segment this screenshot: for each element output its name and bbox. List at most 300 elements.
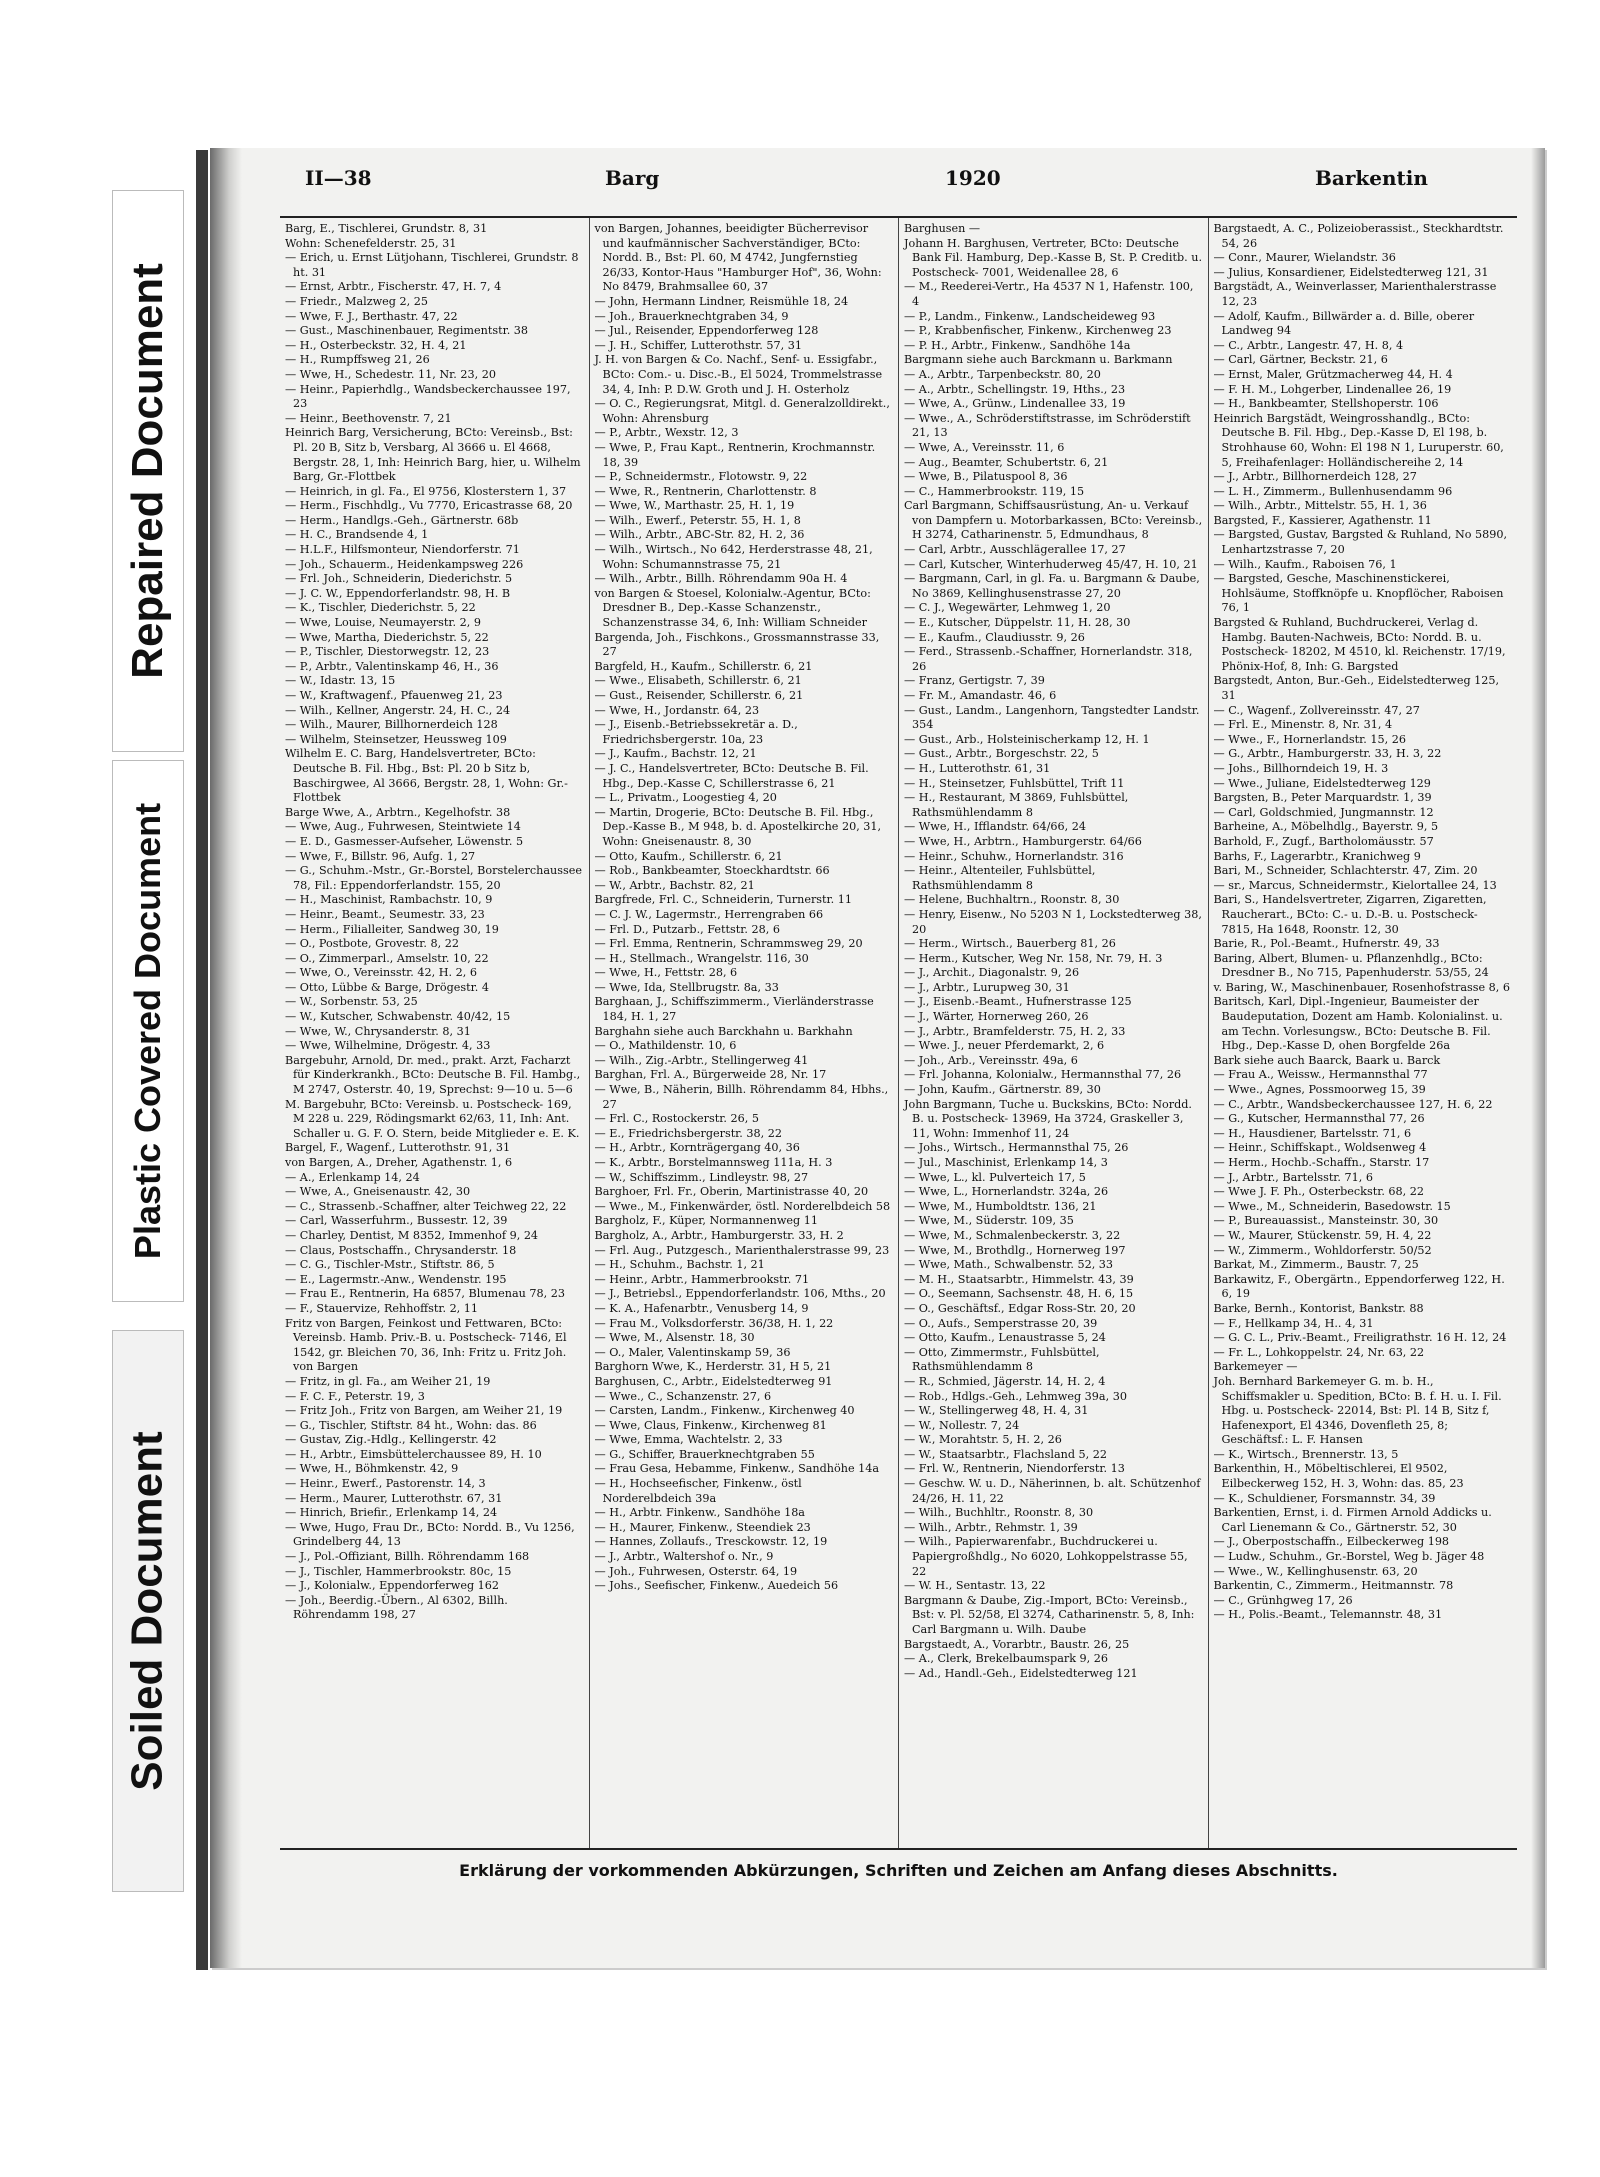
directory-entry: — Wwe, B., Näherin, Billh. Röhrendamm 84, Hbhs., 27 [594, 1083, 889, 1111]
directory-entry: John Bargmann, Tuche u. Buckskins, BCto: Nordd. B. u. Postscheck- 13969, Ha 3724, Graskeller 3, 11, Wohn: Immenhof 11, 24 [904, 1097, 1192, 1140]
directory-entry: — W., Staatsarbtr., Flachsland 5, 22 [904, 1447, 1108, 1461]
directory-entry: — H., Polis.-Beamt., Telemannstr. 48, 31 [1213, 1608, 1443, 1622]
directory-entry: — Wwe. J., neuer Pferdemarkt, 2, 6 [904, 1039, 1105, 1053]
directory-entry: Johann H. Barghusen, Vertreter, BCto: Deutsche Bank Fil. Hamburg, Dep.-Kasse B, St. P. Creditb. u. Postscheck- 7001, Weidenallee 28, 6 [904, 236, 1203, 279]
directory-entry: — Wwe, Martha, Diederichstr. 5, 22 [285, 630, 489, 644]
directory-entry: — G., Kutscher, Hermannsthal 77, 26 [1213, 1112, 1425, 1126]
directory-entry: — Gust., Arbtr., Borgeschstr. 22, 5 [904, 747, 1099, 761]
directory-entry: — Wwe, H., Ifflandstr. 64/66, 24 [904, 820, 1087, 834]
directory-entry: — O., Geschäftsf., Edgar Ross-Str. 20, 20 [904, 1301, 1136, 1315]
directory-entry: — Conr., Maurer, Wielandstr. 36 [1213, 251, 1396, 265]
directory-entry: — C., Grünhgweg 17, 26 [1213, 1593, 1353, 1607]
directory-entry: Barghorn Wwe, K., Herderstr. 31, H 5, 21 [594, 1360, 832, 1374]
directory-entry: — Jul., Reisender, Eppendorferweg 128 [594, 324, 819, 338]
directory-entry: — G., Schuhm.-Mstr., Gr.-Borstel, Borstelerchaussee 78, Fil.: Eppendorferlandstr. 155, 20 [285, 864, 582, 892]
directory-entry: — C., Arbtr., Langestr. 47, H. 8, 4 [1213, 338, 1404, 352]
directory-entry: — J., Kolonialw., Eppendorferweg 162 [285, 1579, 500, 1593]
directory-entry: — P., Arbtr., Valentinskamp 46, H., 36 [285, 659, 499, 673]
directory-entry: — Wwe, W., Marthastr. 25, H. 1, 19 [594, 499, 795, 513]
directory-entry: Barkentin, C., Zimmerm., Heitmannstr. 78 [1213, 1579, 1454, 1593]
directory-entry: — Wilh., Kellner, Angerstr. 24, H. C., 24 [285, 703, 511, 717]
directory-entry: — Wilh., Arbtr., ABC-Str. 82, H. 2, 36 [594, 528, 805, 542]
directory-entry: — Wwe, H., Böhmkenstr. 42, 9 [285, 1462, 459, 1476]
directory-entry: — Joh., Beerdig.-Übern., Al 6302, Billh. Röhrendamm 198, 27 [285, 1593, 508, 1622]
directory-entry: — H., Stellmach., Wrangelstr. 116, 30 [594, 951, 809, 965]
directory-entry: — P., Tischler, Diestorwegstr. 12, 23 [285, 645, 490, 659]
directory-entry: — Fritz, in gl. Fa., am Weiher 21, 19 [285, 1374, 491, 1388]
directory-entry: — G. C. L., Priv.-Beamt., Freiligrathstr. 16 H. 12, 24 [1213, 1331, 1507, 1345]
directory-entry: — H., Osterbeckstr. 32, H. 4, 21 [285, 338, 467, 352]
directory-entry: — C., Wagenf., Zollvereinsstr. 47, 27 [1213, 703, 1420, 717]
directory-entry: Barkentien, Ernst, i. d. Firmen Arnold Addicks u. Carl Lienemann & Co., Gärtnerstr. 52, 30 [1213, 1506, 1492, 1534]
directory-entry: — Wwe J. F. Ph., Osterbeckstr. 68, 22 [1213, 1185, 1425, 1199]
directory-entry: — P., Bureauassist., Mansteinstr. 30, 30 [1213, 1214, 1439, 1228]
directory-entry: — P., Landm., Finkenw., Landscheideweg 93 [904, 309, 1156, 323]
plastic-covered-document-label: Plastic Covered Document [127, 802, 169, 1260]
directory-entry: — Wwe, Wilhelmine, Drögestr. 4, 33 [285, 1039, 491, 1053]
directory-entry: — Carsten, Landm., Finkenw., Kirchenweg 40 [594, 1404, 855, 1418]
directory-entry: — Carl, Goldschmied, Jungmannstr. 12 [1213, 805, 1434, 819]
directory-entry: — G., Arbtr., Hamburgerstr. 33, H. 3, 22 [1213, 747, 1442, 761]
directory-entry: — L., Privatm., Loogestieg 4, 20 [594, 791, 777, 805]
directory-entry: — J., Eisenb.-Beamt., Hufnerstrasse 125 [904, 995, 1132, 1009]
directory-entry: — Joh., Brauerknechtgraben 34, 9 [594, 309, 789, 323]
directory-entry: — Bargsted, Gesche, Maschinenstickerei, Hohlsäume, Stoffknöpfe u. Knopflöcher, Raboisen 76, 1 [1213, 572, 1504, 615]
directory-entry: — R., Schmied, Jägerstr. 14, H. 2, 4 [904, 1374, 1106, 1388]
directory-entry: Barkat, M., Zimmerm., Baustr. 7, 25 [1213, 1258, 1419, 1272]
directory-entry: Wilhelm E. C. Barg, Handelsvertreter, BCto: Deutsche B. Fil. Hbg., Bst: Pl. 20 b Sitz b, Baschirgwee, Al 3666, Bergstr. 28, 1, Wohn: Gr.-Flottbek [285, 747, 568, 805]
directory-entry: Bari, M., Schneider, Schlachterstr. 47, Zim. 20 [1213, 864, 1478, 878]
directory-entry: — W., Morahtstr. 5, H. 2, 26 [904, 1433, 1062, 1447]
directory-entry: — Herm., Wirtsch., Bauerberg 81, 26 [904, 937, 1116, 951]
directory-entry: Bargsten, B., Peter Marquardstr. 1, 39 [1213, 791, 1432, 805]
directory-entry: Joh. Bernhard Barkemeyer G. m. b. H., Schiffsmakler u. Spedition, BCto: B. f. H. u. I. Fil. Hbg. u. Postscheck- 22014, Bst: Pl. 14 B, Sitz f, Hafenexport, El 4346, Dovenfleth 25, 8; Geschäftsf.: L. F. Hansen [1213, 1374, 1502, 1447]
directory-entry: — Wwe, Math., Schwalbenstr. 52, 33 [904, 1258, 1114, 1272]
directory-entry: — Geschw. W. u. D., Näherinnen, b. alt. Schützenhof 24/26, H. 11, 22 [904, 1477, 1201, 1505]
directory-entry: — Heinr., Beamt., Seumestr. 33, 23 [285, 907, 485, 921]
directory-entry: — C., Strassenb.-Schaffner, alter Teichweg 22, 22 [285, 1199, 567, 1213]
directory-entry: — W., Schiffszimm., Lindleystr. 98, 27 [594, 1170, 809, 1184]
directory-entry: — Wilh., Arbtr., Billh. Röhrendamm 90a H. 4 [594, 572, 848, 586]
directory-entry: — Gust., Landm., Langenhorn, Tangstedter Landstr. 354 [904, 703, 1200, 732]
directory-entry: — P., Arbtr., Wexstr. 12, 3 [594, 426, 739, 440]
directory-entry: — J., Arbtr., Billhornerdeich 128, 27 [1213, 470, 1417, 484]
directory-entry: — Wwe, M., Humboldtstr. 136, 21 [904, 1199, 1097, 1213]
directory-entry: Baring, Albert, Blumen- u. Pflanzenhdlg., BCto: Dresdner B., No 715, Papenhuderstr. 53/55, 24 [1213, 951, 1489, 980]
directory-entry: — Wwe., M., Finkenwärder, östl. Norderelbdeich 58 [594, 1199, 891, 1213]
directory-entry: v. Baring, W., Maschinenbauer, Rosenhofstrasse 8, 6 [1213, 980, 1511, 994]
directory-entry: — Hannes, Zollaufs., Tresckowstr. 12, 19 [594, 1535, 828, 1549]
directory-entry: — Otto, Lübbe & Barge, Drögestr. 4 [285, 980, 489, 994]
directory-entry: — Joh., Fuhrwesen, Osterstr. 64, 19 [594, 1564, 798, 1578]
directory-entry: von Bargen & Stoesel, Kolonialw.-Agentur, BCto: Dresdner B., Dep.-Kasse Schanzenstr., Schanzenstrasse 34, 6, Inh: William Schneider [594, 586, 871, 630]
directory-entry: — Wwe, M., Schmalenbeckerstr. 3, 22 [904, 1228, 1121, 1242]
directory-entry: — Wwe, A., Gneisenaustr. 42, 30 [285, 1185, 471, 1199]
directory-entry: — Bargmann, Carl, in gl. Fa. u. Bargmann & Daube, No 3869, Kellinghusenstrasse 27, 20 [904, 572, 1200, 600]
directory-entry: — Wwe, M., Brothdlg., Hornerweg 197 [904, 1243, 1126, 1257]
directory-entry: von Bargen, A., Dreher, Agathenstr. 1, 6 [285, 1156, 513, 1169]
directory-entry: — Joh., Arb., Vereinsstr. 49a, 6 [904, 1053, 1078, 1067]
directory-entry: Barheine, A., Möbelhdlg., Bayerstr. 9, 5 [1213, 820, 1439, 834]
directory-entry: Bargstaedt, A., Vorarbtr., Baustr. 26, 25 [904, 1637, 1130, 1651]
directory-entry: Barghusen — [904, 222, 981, 235]
directory-entry: — Wwe, F., Billstr. 96, Aufg. 1, 27 [285, 849, 476, 863]
directory-entry: — Friedr., Malzweg 2, 25 [285, 294, 428, 308]
directory-entry: — Rob., Bankbeamter, Stoeckhardtstr. 66 [594, 864, 830, 878]
directory-entry: — Gust., Reisender, Schillerstr. 6, 21 [594, 689, 804, 702]
directory-entry: Bargenda, Joh., Fischkons., Grossmannstrasse 33, 27 [594, 630, 880, 659]
directory-entry: Barghaan, J., Schiffszimmerm., Vierländerstrasse 184, H. 1, 27 [594, 995, 874, 1024]
directory-entry: — H., Maurer, Finkenw., Steendiek 23 [594, 1520, 811, 1534]
directory-entry: — John, Kaufm., Gärtnerstr. 89, 30 [904, 1083, 1101, 1097]
directory-entry: — Helene, Buchhaltrn., Roonstr. 8, 30 [904, 893, 1120, 907]
directory-entry: Bargfeld, H., Kaufm., Schillerstr. 6, 21 [594, 659, 813, 673]
directory-entry: — Herm., Handlgs.-Geh., Gärtnerstr. 68b [285, 513, 519, 527]
directory-entry: — K., Arbtr., Borstelmannsweg 111a, H. 3 [594, 1156, 833, 1169]
directory-entry: — Herm., Maurer, Lutterothstr. 67, 31 [285, 1491, 503, 1505]
directory-entry: — Erich, u. Ernst Lütjohann, Tischlerei, Grundstr. 8 ht. 31 [285, 251, 579, 279]
directory-entry: — John, Hermann Lindner, Reismühle 18, 24 [594, 294, 849, 308]
directory-entry: — Wwe, M., Süderstr. 109, 35 [904, 1214, 1074, 1228]
page-gutter-shadow [210, 148, 242, 1968]
directory-entry: — Wwe., Agnes, Possmoorweg 15, 39 [1213, 1083, 1426, 1097]
directory-entry: — Frl. W., Rentnerin, Niendorferstr. 13 [904, 1462, 1125, 1476]
directory-entry: — Wwe, A., Vereinsstr. 11, 6 [904, 440, 1065, 454]
directory-entry: — Wilh., Wirtsch., No 642, Herderstrasse 48, 21, Wohn: Schumannstrasse 75, 21 [594, 543, 873, 571]
directory-entry: — Gust., Arb., Holsteinischerkamp 12, H. 1 [904, 732, 1150, 746]
directory-entry: — W. H., Sentastr. 13, 22 [904, 1579, 1046, 1593]
directory-entry: — H., Arbtr., Kornträgergang 40, 36 [594, 1141, 800, 1155]
directory-entry: — Wwe, H., Jordanstr. 64, 23 [594, 703, 760, 717]
directory-entry: — K., Schuldiener, Forsmannstr. 34, 39 [1213, 1491, 1436, 1505]
directory-entry: — J., Arbtr., Lurupweg 30, 31 [904, 980, 1070, 994]
directory-entry: Bargholz, F., Küper, Normannenweg 11 [594, 1214, 818, 1228]
directory-entry: — Wwe, Ida, Stellbrugstr. 8a, 33 [594, 980, 779, 994]
header-year: 1920 [945, 166, 1001, 190]
directory-entry: — H., Schuhm., Bachstr. 1, 21 [594, 1258, 765, 1272]
directory-entry: — J., Arbtr., Bartelsstr. 71, 6 [1213, 1170, 1374, 1184]
directory-entry: — Carl, Wasserfuhrm., Bussestr. 12, 39 [285, 1214, 508, 1228]
directory-entry: — E., Lagermstr.-Anw., Wendenstr. 195 [285, 1272, 507, 1286]
directory-entry: — C., Hammerbrookstr. 119, 15 [904, 484, 1085, 498]
directory-columns [280, 216, 1517, 1850]
directory-entry: — H., Restaurant, M 3869, Fuhlsbüttel, Rathsmühlendamm 8 [904, 791, 1129, 819]
directory-entry: Bargel, F., Wagenf., Lutterothstr. 91, 31 [285, 1141, 511, 1155]
directory-entry: — Wwe, A., Grünw., Lindenallee 33, 19 [904, 397, 1126, 411]
directory-entry: — Wwe., Juliane, Eidelstedterweg 129 [1213, 776, 1431, 790]
directory-entry: — Herm., Kutscher, Weg Nr. 158, Nr. 79, H. 3 [904, 951, 1163, 965]
directory-entry: — W., Kraftwagenf., Pfauenweg 21, 23 [285, 689, 503, 702]
directory-entry: — Herm., Filialleiter, Sandweg 30, 19 [285, 922, 499, 936]
directory-entry: — Frl. E., Minenstr. 8, Nr. 31, 4 [1213, 718, 1393, 732]
directory-entry: Heinrich Bargstädt, Weingrosshandlg., BCto: Deutsche B. Fil. Hbg., Dep.-Kasse D, El 198, b. Strohhause 60, Wohn: El 198 N 1, Luruperstr. 60, 5, Freihafenlager: Holländischereihe 2, 14 [1213, 411, 1504, 469]
directory-column [898, 218, 1208, 1848]
plastic-covered-document-tab [112, 760, 184, 1302]
directory-entry: — G., Schiffer, Brauerknechtgraben 55 [594, 1447, 815, 1461]
directory-entry: — Frau Gesa, Hebamme, Finkenw., Sandhöhe 14a [594, 1462, 880, 1476]
directory-entry: — Fritz Joh., Fritz von Bargen, am Weiher 21, 19 [285, 1404, 563, 1418]
directory-entry: Bargstaedt, A. C., Polizeioberassist., Steckhardtstr. 54, 26 [1213, 222, 1504, 250]
directory-entry: — F. H. M., Lohgerber, Lindenallee 26, 19 [1213, 382, 1452, 396]
directory-entry: — Heinr., Ewerf., Pastorenstr. 14, 3 [285, 1477, 486, 1491]
directory-page [210, 148, 1545, 1968]
directory-entry: — Heinr., Schiffskapt., Woldsenweg 4 [1213, 1141, 1427, 1155]
page-header [305, 166, 1505, 206]
directory-entry: — Carl, Arbtr., Ausschlägerallee 17, 27 [904, 543, 1126, 557]
directory-entry: Barge Wwe, A., Arbtrn., Kegelhofstr. 38 [285, 805, 511, 819]
directory-entry: — Frl. D., Putzarb., Fettstr. 28, 6 [594, 922, 780, 936]
directory-entry: — K. A., Hafenarbtr., Venusberg 14, 9 [594, 1301, 809, 1315]
directory-entry: — Wwe, M., Alsenstr. 18, 30 [594, 1331, 755, 1345]
directory-entry: Fritz von Bargen, Feinkost und Fettwaren, BCto: Vereinsb. Hamb. Priv.-B. u. Postscheck- 7146, El 1542, gr. Bleichen 70, 36, Inh: Fritz u. Fritz Joh. von Bargen [285, 1316, 567, 1374]
directory-entry: — Wilh., Papierwarenfabr., Buchdruckerei u. Papiergroßhdlg., No 6020, Lohkoppelstrasse 55, 22 [904, 1535, 1188, 1578]
directory-entry: — H., Hausdiener, Bartelsstr. 71, 6 [1213, 1126, 1412, 1140]
directory-entry: — H., Steinsetzer, Fuhlsbüttel, Trift 11 [904, 776, 1125, 790]
directory-entry: — Bargsted, Gustav, Bargsted & Ruhland, No 5890, Lenhartzstrasse 7, 20 [1213, 528, 1508, 557]
directory-entry: — Frl. Joh., Schneiderin, Diederichstr. 5 [285, 572, 513, 586]
directory-entry: Barghusen, C., Arbtr., Eidelstedterweg 91 [594, 1374, 833, 1388]
directory-entry: — Julius, Konsardiener, Eidelstedterweg 121, 31 [1213, 265, 1489, 279]
directory-entry: Barhs, F., Lagerarbtr., Kranichweg 9 [1213, 849, 1421, 863]
directory-entry: — J. H., Schiffer, Lutterothstr. 57, 31 [594, 338, 802, 352]
directory-entry: — W., Zimmerm., Wohldorferstr. 50/52 [1213, 1243, 1432, 1257]
directory-entry: — Wwe, L., Hornerlandstr. 324a, 26 [904, 1185, 1109, 1199]
directory-entry: — Frl. Emma, Rentnerin, Schrammsweg 29, 20 [594, 937, 863, 951]
page-number: II—38 [305, 166, 372, 190]
directory-entry: — Aug., Beamter, Schubertstr. 6, 21 [904, 455, 1109, 469]
directory-entry: — Wwe., F., Hornerlandstr. 15, 26 [1213, 732, 1406, 746]
directory-entry: — Wwe, P., Frau Kapt., Rentnerin, Krochmannstr. 18, 39 [594, 440, 876, 469]
directory-entry: — O., Aufs., Semperstrasse 20, 39 [904, 1316, 1098, 1330]
directory-entry: Wohn: Schenefelderstr. 25, 31 [285, 236, 457, 250]
directory-entry: — Wwe, Claus, Finkenw., Kirchenweg 81 [594, 1418, 827, 1432]
directory-entry: — H., Maschinist, Rambachstr. 10, 9 [285, 893, 493, 907]
directory-entry: — Claus, Postschaffn., Chrysanderstr. 18 [285, 1243, 517, 1257]
directory-entry: — Gustav, Zig.-Hdlg., Kellingerstr. 42 [285, 1433, 497, 1447]
directory-entry: — Otto, Kaufm., Lenaustrasse 5, 24 [904, 1331, 1106, 1345]
directory-entry: — Rob., Hdlgs.-Geh., Lehmweg 39a, 30 [904, 1389, 1127, 1403]
directory-entry: — Frl. Aug., Putzgesch., Marienthalerstrasse 99, 23 [594, 1243, 890, 1257]
directory-entry: — C. J. W., Lagermstr., Herrengraben 66 [594, 907, 824, 921]
directory-entry: — E., Kaufm., Claudiusstr. 9, 26 [904, 630, 1085, 644]
directory-entry: — M. H., Staatsarbtr., Himmelstr. 43, 39 [904, 1272, 1134, 1286]
directory-entry: — O., Postbote, Grovestr. 8, 22 [285, 937, 459, 951]
directory-entry: — W., Kutscher, Schwabenstr. 40/42, 15 [285, 1010, 511, 1024]
directory-entry: — A., Arbtr., Tarpenbeckstr. 80, 20 [904, 367, 1101, 381]
directory-column [1208, 218, 1518, 1848]
directory-entry: Bargstedt, Anton, Bur.-Geh., Eidelstedterweg 125, 31 [1213, 674, 1500, 702]
directory-entry: Bargfrede, Frl. C., Schneiderin, Turnerstr. 11 [594, 893, 852, 907]
directory-entry: — P. H., Arbtr., Finkenw., Sandhöhe 14a [904, 338, 1131, 352]
directory-entry: — Fr. M., Amandastr. 46, 6 [904, 689, 1057, 702]
directory-entry: Bargmann siehe auch Barckmann u. Barkmann [904, 353, 1173, 367]
directory-entry: — J., Pol.-Offiziant, Billh. Röhrendamm 168 [285, 1550, 530, 1564]
directory-entry: — Wwe, W., Chrysanderstr. 8, 31 [285, 1024, 471, 1038]
directory-entry: — Wilh., Buchhltr., Roonstr. 8, 30 [904, 1506, 1094, 1520]
directory-entry: — Hinrich, Briefir., Erlenkamp 14, 24 [285, 1506, 498, 1520]
directory-entry: — Carl, Kutscher, Winterhuderweg 45/47, H. 10, 21 [904, 557, 1198, 571]
directory-entry: — Wilh., Arbtr., Rehmstr. 1, 39 [904, 1520, 1078, 1534]
directory-entry: — Wilh., Maurer, Billhornerdeich 128 [285, 718, 498, 732]
directory-entry: Bargebuhr, Arnold, Dr. med., prakt. Arzt, Facharzt für Kinderkrankh., BCto: Deutsche B. Fil. Hambg., M 2747, Osterstr. 40, 19, Sprechst: 9—10 u. 5—6 [285, 1053, 581, 1097]
directory-entry: — W., Arbtr., Bachstr. 82, 21 [594, 878, 755, 892]
directory-entry: — Ernst, Maler, Grützmacherweg 44, H. 4 [1213, 367, 1453, 381]
directory-entry: Carl Bargmann, Schiffsausrüstung, An- u. Verkauf von Dampfern u. Motorbarkassen, BCto: Vereinsb., H 3274, Catharinenstr. 5, Edmundhaus, 8 [904, 499, 1203, 542]
directory-entry: Barkawitz, F., Obergärtn., Eppendorferweg 122, H. 6, 19 [1213, 1272, 1505, 1301]
directory-entry: M. Bargebuhr, BCto: Vereinsb. u. Postscheck- 169, M 228 u. 229, Rödingsmarkt 62/63, 11, Inh: Ant. Schaller u. G. F. O. Stern, beide Mitglieder e. E. K. [285, 1097, 580, 1140]
directory-entry: — Wilh., Arbtr., Mittelstr. 55, H. 1, 36 [1213, 499, 1427, 513]
directory-entry: — Frau A., Weissw., Hermannsthal 77 [1213, 1068, 1428, 1082]
header-last-entry: Barkentin [1315, 166, 1428, 190]
directory-entry: — W., Idastr. 13, 15 [285, 674, 396, 688]
directory-entry: — Wwe, L., kl. Pulverteich 17, 5 [904, 1170, 1086, 1184]
directory-entry: — W., Maurer, Stückenstr. 59, H. 4, 22 [1213, 1228, 1432, 1242]
directory-entry: — Martin, Drogerie, BCto: Deutsche B. Fil. Hbg., Dep.-Kasse B., M 948, b. d. Apostelkirche 20, 31, Wohn: Gneisenaustr. 8, 30 [594, 805, 882, 848]
directory-entry: — Ad., Handl.-Geh., Eidelstedterweg 121 [904, 1666, 1138, 1680]
directory-entry: — Wwe., Elisabeth, Schillerstr. 6, 21 [594, 674, 802, 688]
directory-entry: — Wwe., C., Schanzenstr. 27, 6 [594, 1389, 772, 1403]
soiled-document-tab [112, 1330, 184, 1892]
directory-entry: — Heinr., Beethovenstr. 7, 21 [285, 411, 452, 425]
directory-entry: — Fr. L., Lohkoppelstr. 24, Nr. 63, 22 [1213, 1345, 1425, 1359]
directory-entry: — Frau E., Rentnerin, Ha 6857, Blumenau 78, 23 [285, 1287, 565, 1301]
soiled-document-label: Soiled Document [123, 1431, 172, 1791]
directory-entry: — J., Tischler, Hammerbrookstr. 80c, 15 [285, 1564, 512, 1578]
repaired-document-tab [112, 190, 184, 752]
directory-entry: — Wwe, Louise, Neumayerstr. 2, 9 [285, 616, 481, 630]
directory-entry: — J., Arbtr., Bramfelderstr. 75, H. 2, 33 [904, 1024, 1126, 1038]
directory-entry: — P., Schneidermstr., Flotowstr. 9, 22 [594, 470, 808, 484]
directory-entry: — J. C., Handelsvertreter, BCto: Deutsche B. Fil. Hbg., Dep.-Kasse C, Schillerstrasse 6, 21 [594, 761, 869, 790]
directory-entry: — Heinr., Papierhdlg., Wandsbeckerchaussee 197, 23 [285, 382, 571, 411]
directory-entry: Barke, Bernh., Kontorist, Bankstr. 88 [1213, 1301, 1424, 1315]
directory-column [589, 218, 899, 1848]
directory-entry: — Wwe, Emma, Wachtelstr. 2, 33 [594, 1433, 783, 1447]
directory-entry: — Johs., Billhorndeich 19, H. 3 [1213, 761, 1389, 775]
directory-entry: Barkemeyer — [1213, 1360, 1298, 1374]
directory-entry: — Wwe, H., Schedestr. 11, Nr. 23, 20 [285, 367, 496, 381]
directory-entry: — Frl. C., Rostockerstr. 26, 5 [594, 1112, 759, 1126]
directory-entry: — H. C., Brandsende 4, 1 [285, 528, 429, 542]
directory-entry: — G., Tischler, Stiftstr. 84 ht., Wohn: das. 86 [285, 1418, 537, 1432]
directory-entry: — Ernst, Arbtr., Fischerstr. 47, H. 7, 4 [285, 280, 502, 294]
directory-entry: — E., Kutscher, Düppelstr. 11, H. 28, 30 [904, 616, 1131, 630]
directory-entry: — Wwe, Hugo, Frau Dr., BCto: Nordd. B., Vu 1256, Grindelberg 44, 13 [285, 1520, 575, 1549]
directory-entry: — Heinrich, in gl. Fa., El 9756, Klosterstern 1, 37 [285, 484, 567, 498]
directory-entry: — A., Arbtr., Schellingstr. 19, Hths., 23 [904, 382, 1126, 396]
directory-entry: — Wwe, F. J., Berthastr. 47, 22 [285, 309, 458, 323]
directory-entry: — O., Maler, Valentinskamp 59, 36 [594, 1345, 791, 1359]
directory-entry: Baritsch, Karl, Dipl.-Ingenieur, Baumeister der Baudeputation, Dozent am Hamb. Kolonialinst. u. am Techn. Vorlesungsw., BCto: Deutsche B. Fil. Hbg., Dep.-Kasse D, ohen Borgfelde 26a [1213, 995, 1503, 1053]
directory-entry: — J., Oberpostschaffn., Eilbeckerweg 198 [1213, 1535, 1450, 1549]
directory-entry: — Ludw., Schuhm., Gr.-Borstel, Weg b. Jäger 48 [1213, 1550, 1485, 1564]
directory-entry: — Franz, Gertigstr. 7, 39 [904, 674, 1045, 688]
directory-entry: Barg, E., Tischlerei, Grundstr. 8, 31 [285, 222, 488, 235]
directory-entry: — Joh., Schauerm., Heidenkampsweg 226 [285, 557, 524, 571]
directory-entry: — sr., Marcus, Schneidermstr., Kielortallee 24, 13 [1213, 878, 1497, 892]
directory-entry: — F., Hellkamp 34, H.. 4, 31 [1213, 1316, 1374, 1330]
directory-entry: Bargsted, F., Kassierer, Agathenstr. 11 [1213, 513, 1432, 527]
directory-entry: Barghahn siehe auch Barckhahn u. Barkhahn [594, 1024, 853, 1038]
directory-entry: — Wwe., M., Schneiderin, Basedowstr. 15 [1213, 1199, 1451, 1213]
directory-entry: — Wwe., W., Kellinghusenstr. 63, 20 [1213, 1564, 1418, 1578]
directory-entry: — J., Archit., Diagonalstr. 9, 26 [904, 966, 1080, 980]
page-edge-shadow [1531, 148, 1545, 1968]
directory-entry: — Wwe, O., Vereinsstr. 42, H. 2, 6 [285, 966, 477, 980]
directory-entry: — Herm., Hochb.-Schaffn., Starstr. 17 [1213, 1156, 1430, 1169]
directory-entry: — Wwe, Aug., Fuhrwesen, Steintwiete 14 [285, 820, 521, 834]
directory-entry: — E. D., Gasmesser-Aufseher, Löwenstr. 5 [285, 834, 524, 848]
directory-entry: — Heinr., Altenteiler, Fuhlsbüttel, Rathsmühlendamm 8 [904, 864, 1096, 892]
directory-entry: — L. H., Zimmerm., Bullenhusendamm 96 [1213, 484, 1453, 498]
page-footer-note: Erklärung der vorkommenden Abkürzungen, Schriften und Zeichen am Anfang dieses Abschnitts. [459, 1861, 1338, 1880]
directory-entry: — Herm., Fischhdlg., Vu 7770, Ericastrasse 68, 20 [285, 499, 573, 513]
directory-entry: — J., Arbtr., Waltershof o. Nr., 9 [594, 1550, 774, 1564]
directory-entry: Barghan, Frl. A., Bürgerweide 28, Nr. 17 [594, 1068, 827, 1082]
directory-entry: — H., Bankbeamter, Stellshoperstr. 106 [1213, 397, 1439, 411]
directory-column [280, 218, 589, 1848]
header-first-entry: Barg [605, 166, 660, 190]
directory-entry: — W., Sorbenstr. 53, 25 [285, 995, 418, 1009]
directory-entry: Bargstädt, A., Weinverlasser, Marienthalerstrasse 12, 23 [1213, 280, 1497, 308]
directory-entry: — Otto, Zimmermstr., Fuhlsbüttel, Rathsmühlendamm 8 [904, 1345, 1100, 1374]
directory-entry: — E., Friedrichsbergerstr. 38, 22 [594, 1126, 782, 1140]
directory-entry: — Gust., Maschinenbauer, Regimentstr. 38 [285, 324, 529, 338]
directory-entry: Bargsted & Ruhland, Buchdruckerei, Verlag d. Hambg. Bauten-Nachweis, BCto: Nordd. B. u. Postscheck- 18202, M 4510, kl. Reichenstr. 17/19, Phönix-Hof, 8, Inh: G. Bargsted [1213, 616, 1506, 673]
directory-entry: von Bargen, Johannes, beeidigter Bücherrevisor und kaufmännischer Sachverständiger, BCto: Nordd. B., Bst: Pl. 60, M 4742, Jungfernstieg 26/33, Kontor-Haus "Hamburger Hof", 36, Wohn: No 8479, Brahmsallee 60, 37 [594, 222, 882, 294]
directory-entry: — Johs., Seefischer, Finkenw., Auedeich 56 [594, 1579, 839, 1593]
directory-entry: — H., Rumpffsweg 21, 26 [285, 353, 430, 367]
directory-entry: — Wwe, H., Fettstr. 28, 6 [594, 966, 738, 980]
directory-entry: — O., Seemann, Sachsenstr. 48, H. 6, 15 [904, 1287, 1134, 1301]
directory-entry: — K., Tischler, Diederichstr. 5, 22 [285, 601, 476, 615]
directory-entry: — Wilhelm, Steinsetzer, Heussweg 109 [285, 732, 507, 746]
directory-entry: — O., Zimmerparl., Amselstr. 10, 22 [285, 951, 489, 965]
directory-entry: Bargholz, A., Arbtr., Hamburgerstr. 33, H. 2 [594, 1228, 844, 1242]
directory-entry: Bark siehe auch Baarck, Baark u. Barck [1213, 1053, 1441, 1067]
directory-entry: — C. J., Wegewärter, Lehmweg 1, 20 [904, 601, 1111, 615]
directory-entry: — Frau M., Volksdorferstr. 36/38, H. 1, 22 [594, 1316, 834, 1330]
directory-entry: Barkenthin, H., Möbeltischlerei, El 9502, Eilbeckerweg 152, H. 3, Wohn: das. 85, 23 [1213, 1462, 1464, 1491]
directory-entry: — Carl, Gärtner, Beckstr. 21, 6 [1213, 353, 1388, 367]
directory-entry: — Ferd., Strassenb.-Schaffner, Hornerlandstr. 318, 26 [904, 645, 1193, 673]
directory-entry: Barghoer, Frl. Fr., Oberin, Martinistrasse 40, 20 [594, 1185, 869, 1199]
directory-entry: — Wilh., Zig.-Arbtr., Stellingerweg 41 [594, 1053, 809, 1067]
directory-entry: — H., Arbtr. Finkenw., Sandhöhe 18a [594, 1506, 805, 1520]
directory-entry: — Otto, Kaufm., Schillerstr. 6, 21 [594, 849, 783, 863]
directory-entry: — H., Lutterothstr. 61, 31 [904, 761, 1051, 775]
directory-entry: — A., Erlenkamp 14, 24 [285, 1170, 420, 1184]
directory-entry: Heinrich Barg, Versicherung, BCto: Vereinsb., Bst: Pl. 20 B, Sitz b, Versbarg, Al 3666 u. El 4668, Bergstr. 28, 1, Inh: Heinrich Barg, hier, u. Wilhelm Barg, Gr.-Flottbek [285, 426, 581, 484]
directory-entry: — Adolf, Kaufm., Billwärder a. d. Bille, oberer Landweg 94 [1213, 309, 1475, 338]
directory-entry: Bargmann & Daube, Zig.-Import, BCto: Vereinsb., Bst: v. Pl. 52/58, El 3274, Catharinenstr. 5, 8, Inh: Carl Bargmann u. Wilh. Daube [904, 1593, 1195, 1636]
directory-entry: — K., Wirtsch., Brennerstr. 13, 5 [1213, 1447, 1399, 1461]
directory-entry: — J., Kaufm., Bachstr. 12, 21 [594, 747, 757, 761]
directory-entry: — Frl. Johanna, Kolonialw., Hermannsthal 77, 26 [904, 1068, 1182, 1082]
directory-entry: — Wilh., Kaufm., Raboisen 76, 1 [1213, 557, 1397, 571]
directory-entry: — P., Krabbenfischer, Finkenw., Kirchenweg 23 [904, 324, 1172, 338]
directory-entry: — Wwe, B., Pilatuspool 8, 36 [904, 470, 1068, 484]
directory-entry: — C., Arbtr., Wandsbeckerchaussee 127, H. 6, 22 [1213, 1097, 1493, 1111]
directory-entry: — Henry, Eisenw., No 5203 N 1, Lockstedterweg 38, 20 [904, 907, 1202, 936]
directory-entry: — Wwe., A., Schröderstiftstrasse, im Schröderstift 21, 13 [904, 411, 1191, 440]
directory-entry: — Wwe, H., Arbtrn., Hamburgerstr. 64/66 [904, 834, 1142, 848]
directory-entry: — H.L.F., Hilfsmonteur, Niendorferstr. 71 [285, 543, 520, 557]
directory-entry: — A., Clerk, Brekelbaumspark 9, 26 [904, 1652, 1109, 1666]
directory-entry: Bari, S., Handelsvertreter, Zigarren, Zigaretten, Raucherart., BCto: C.- u. D.-B. u. Postscheck- 7815, Ha 1648, Roonstr. 12, 30 [1213, 893, 1487, 936]
repaired-document-label: Repaired Document [123, 263, 173, 679]
directory-entry: — O. C., Regierungsrat, Mitgl. d. Generalzolldirekt., Wohn: Ahrensburg [594, 397, 890, 425]
